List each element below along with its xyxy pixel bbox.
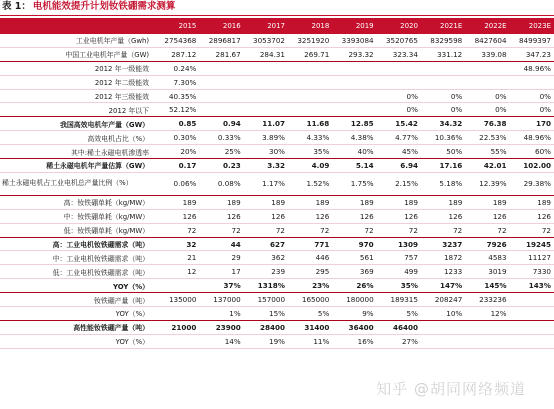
table-cell: 189 [421,195,465,209]
table-cell [244,61,288,75]
table-cell: 17 [199,265,243,279]
table-cell: 239 [244,265,288,279]
table-row [0,75,554,89]
table-row [0,251,554,265]
table-cell: 0% [421,89,465,103]
column-header: 2015 [155,18,199,34]
table-cell: 72 [465,223,509,237]
table-cell: 9% [332,307,376,321]
table-cell: 21 [155,251,199,265]
table-caption [2,0,552,14]
table-row [0,172,554,195]
table-cell: 3.89% [244,131,288,145]
table-cell: 189 [465,195,509,209]
table-cell: 8329598 [421,34,465,47]
table-cell: 126 [288,209,332,223]
table-cell: 3053702 [244,34,288,47]
table-cell: 46400 [377,320,421,334]
table-cell: 295 [288,265,332,279]
table-cell: 147% [421,279,465,293]
table-cell: 4.38% [332,131,376,145]
row-label: 2012 年一级能效 [0,61,155,75]
table-cell: 287.12 [155,47,199,61]
table-cell: 0.08% [199,172,243,195]
table-cell: 35% [288,145,332,159]
table-cell [155,307,199,321]
table-cell [510,307,554,321]
table-cell: 10% [421,307,465,321]
table-row [0,131,554,145]
table-cell [332,61,376,75]
table-cell: 0.24% [155,61,199,75]
table-cell: 0% [465,89,509,103]
table-cell: 72 [199,223,243,237]
table-cell: 2896817 [199,34,243,47]
table-row [0,223,554,237]
table-cell: 189 [288,195,332,209]
table-cell: 44 [199,237,243,251]
column-header: 2018 [288,18,332,34]
row-label: YOY（%） [0,307,155,321]
table-cell: 2754368 [155,34,199,47]
table-cell: 3237 [421,237,465,251]
column-header: 2017 [244,18,288,34]
table-cell [510,75,554,89]
table-cell: 72 [510,223,554,237]
table-row [0,265,554,279]
column-header: 2020 [377,18,421,34]
table-cell: 293.32 [332,47,376,61]
table-cell: 362 [244,251,288,265]
table-row [0,334,554,348]
row-label: YOY（%） [0,279,155,293]
table-row [0,237,554,251]
table-cell: 40% [332,145,376,159]
table-cell: 4583 [465,251,509,265]
table-cell: 72 [244,223,288,237]
table-cell [288,103,332,117]
row-label: 高：工业电机钕铁硼需求（吨） [0,237,155,251]
table-cell: 28400 [244,320,288,334]
table-row [0,293,554,307]
table-cell: 15% [244,307,288,321]
table-cell: 21000 [155,320,199,334]
table-cell: 12.85 [332,117,376,131]
table-cell [288,75,332,89]
caption-title: 电机能效提升计划钕铁硼需求测算 [32,1,176,12]
row-label: 其中:稀土永磁电机渗透率 [0,145,155,159]
row-label: 钕铁硼产量（吨） [0,293,155,307]
table-row [0,145,554,159]
table-row [0,320,554,334]
row-label: 高效电机占比（%） [0,131,155,145]
table-cell: 126 [332,209,376,223]
table-cell [244,103,288,117]
table-cell: 7926 [465,237,509,251]
table-cell: 757 [377,251,421,265]
row-label: 中国工业电机年产量（GW) [0,47,155,61]
table-cell: 32 [155,237,199,251]
table-cell: 29.38% [510,172,554,195]
table-cell: 189 [332,195,376,209]
table-cell: 72 [421,223,465,237]
table-cell: 16% [332,334,376,348]
table-cell [421,61,465,75]
table-cell: 126 [244,209,288,223]
table-cell: 143% [510,279,554,293]
table-cell: 347.23 [510,47,554,61]
column-header: 2023E [510,18,554,34]
table-cell: 31400 [288,320,332,334]
table-cell: 126 [155,209,199,223]
table-cell: 48.96% [510,61,554,75]
table-cell: 771 [288,237,332,251]
table-cell: 0.30% [155,131,199,145]
table-cell [199,75,243,89]
table-cell: 23% [288,279,332,293]
row-label: 工业电机年产量（Gwh) [0,34,155,47]
table-body [0,34,554,348]
table-cell: 12% [465,307,509,321]
table-cell: 0% [465,103,509,117]
table-cell: 12 [155,265,199,279]
table-cell: 7330 [510,265,554,279]
table-cell [510,293,554,307]
table-cell: 0.06% [155,172,199,195]
table-row [0,34,554,47]
table-cell: 0.17 [155,159,199,173]
table-cell: 17.16 [421,159,465,173]
table-cell: 1309 [377,237,421,251]
table-row [0,117,554,131]
table-cell [465,75,509,89]
table-cell: 233236 [465,293,509,307]
table-cell: 14% [199,334,243,348]
row-label: 低：工业电机钕铁硼需求（吨） [0,265,155,279]
row-label: 稀土永磁电机占工业电机总产量比例（%） [0,172,155,195]
table-row [0,103,554,117]
table-cell: 15.42 [377,117,421,131]
header-corner [0,18,155,34]
table-cell: 72 [332,223,376,237]
table-cell: 1318% [244,279,288,293]
table-cell: 189 [244,195,288,209]
table-cell [510,334,554,348]
table-row [0,47,554,61]
table-cell [421,75,465,89]
table-cell [199,103,243,117]
table-cell: 323.34 [377,47,421,61]
table-row [0,61,554,75]
table-cell: 0.94 [199,117,243,131]
table-cell: 0% [510,89,554,103]
table-cell: 126 [510,209,554,223]
table-cell: 189 [199,195,243,209]
table-cell [155,279,199,293]
table-cell [377,75,421,89]
table-cell: 0.85 [155,117,199,131]
table-cell: 10.36% [421,131,465,145]
table-cell: 446 [288,251,332,265]
table-cell: 126 [199,209,243,223]
table-row [0,195,554,209]
table-cell: 0.23 [199,159,243,173]
table-cell: 157000 [244,293,288,307]
table-cell: 5.14 [332,159,376,173]
table-cell [332,75,376,89]
table-cell: 52.12% [155,103,199,117]
table-cell [244,75,288,89]
table-cell: 5% [288,307,332,321]
table-cell [244,89,288,103]
table-cell: 35% [377,279,421,293]
table-cell: 3520765 [377,34,421,47]
table-cell [199,89,243,103]
table-cell: 1.52% [288,172,332,195]
watermark: 知乎 @胡同网络频道 [376,380,526,398]
table-cell: 5.18% [421,172,465,195]
table-cell [377,61,421,75]
table-cell: 40.35% [155,89,199,103]
row-label: YOY（%） [0,334,155,348]
demand-table [0,18,554,349]
row-label: 高性能钕铁硼产量（吨） [0,320,155,334]
table-cell: 3.32 [244,159,288,173]
table-cell: 137000 [199,293,243,307]
table-cell [465,61,509,75]
table-cell: 55% [465,145,509,159]
row-label: 低：钕铁硼单耗（kg/MW） [0,223,155,237]
table-cell: 19% [244,334,288,348]
table-cell: 0.33% [199,131,243,145]
table-cell: 3251920 [288,34,332,47]
table-cell: 72 [155,223,199,237]
table-cell: 8499397 [510,34,554,47]
table-cell: 12.39% [465,172,509,195]
table-cell: 25% [199,145,243,159]
table-cell: 5% [377,307,421,321]
column-header: 2016 [199,18,243,34]
table-cell: 189 [510,195,554,209]
table-cell: 1.17% [244,172,288,195]
table-cell: 60% [510,145,554,159]
table-cell: 0% [421,103,465,117]
table-cell: 34.32 [421,117,465,131]
table-cell: 189315 [377,293,421,307]
table-cell: 8427604 [465,34,509,47]
table-cell: 970 [332,237,376,251]
table-cell: 0% [377,89,421,103]
table-cell: 561 [332,251,376,265]
table-cell: 1% [199,307,243,321]
caption-prefix: 表 1： [2,1,31,12]
table-cell: 30% [244,145,288,159]
table-cell: 0% [510,103,554,117]
table-cell: 1.75% [332,172,376,195]
caption-divider [0,15,554,16]
table-cell: 22.53% [465,131,509,145]
column-header: 2021E [421,18,465,34]
row-label: 稀土永磁电机年产量估算（GW） [0,159,155,173]
table-cell: 0% [377,103,421,117]
table-cell: 11.07 [244,117,288,131]
table-cell: 76.38 [465,117,509,131]
table-cell: 29 [199,251,243,265]
table-cell: 499 [377,265,421,279]
column-header: 2019 [332,18,376,34]
table-cell: 3019 [465,265,509,279]
table-cell: 72 [377,223,421,237]
table-cell: 208247 [421,293,465,307]
column-header: 2022E [465,18,509,34]
table-cell: 180000 [332,293,376,307]
table-cell: 135000 [155,293,199,307]
table-cell: 165000 [288,293,332,307]
table-cell: 37% [199,279,243,293]
table-cell: 19245 [510,237,554,251]
table-cell [155,334,199,348]
row-label: 中：钕铁硼单耗（kg/MW） [0,209,155,223]
table-cell: 369 [332,265,376,279]
table-cell: 72 [288,223,332,237]
table-cell [465,320,509,334]
table-cell: 1233 [421,265,465,279]
table-cell: 2.15% [377,172,421,195]
table-cell: 11127 [510,251,554,265]
table-cell: 45% [377,145,421,159]
table-cell: 11.68 [288,117,332,131]
row-label: 高：钕铁硼单耗（kg/MW） [0,195,155,209]
table-cell [199,61,243,75]
row-label: 2012 年以下 [0,103,155,117]
table-cell: 1872 [421,251,465,265]
table-cell: 11% [288,334,332,348]
table-cell: 36400 [332,320,376,334]
table-cell [465,334,509,348]
table-cell: 3393084 [332,34,376,47]
table-cell [288,89,332,103]
table-cell [288,61,332,75]
table-cell [421,334,465,348]
table-cell: 284.31 [244,47,288,61]
table-cell: 126 [465,209,509,223]
table-cell: 26% [332,279,376,293]
table-cell: 189 [155,195,199,209]
table-cell: 102.00 [510,159,554,173]
table-cell: 4.77% [377,131,421,145]
table-cell [510,320,554,334]
table-row [0,89,554,103]
table-cell [332,89,376,103]
table-cell: 269.71 [288,47,332,61]
table-cell: 50% [421,145,465,159]
table-cell: 48.96% [510,131,554,145]
table-cell: 145% [465,279,509,293]
table-cell: 627 [244,237,288,251]
table-cell: 7.30% [155,75,199,89]
table-cell: 331.12 [421,47,465,61]
table-row [0,209,554,223]
table-cell: 6.94 [377,159,421,173]
row-label: 2012 年三级能效 [0,89,155,103]
table-cell [421,320,465,334]
table-row [0,307,554,321]
row-label: 我国高效电机年产量（GW） [0,117,155,131]
table-cell: 170 [510,117,554,131]
row-label: 中：工业电机钕铁硼需求（吨） [0,251,155,265]
table-cell: 126 [377,209,421,223]
table-cell: 4.09 [288,159,332,173]
table-row [0,279,554,293]
table-header-row [0,18,554,34]
row-label: 2012 年二级能效 [0,75,155,89]
table-cell: 339.08 [465,47,509,61]
table-cell [332,103,376,117]
table-cell: 42.01 [465,159,509,173]
table-cell: 4.33% [288,131,332,145]
table-row [0,159,554,173]
table-cell: 189 [377,195,421,209]
table-cell: 20% [155,145,199,159]
table-cell: 27% [377,334,421,348]
table-cell: 126 [421,209,465,223]
table-cell: 281.67 [199,47,243,61]
table-cell: 23900 [199,320,243,334]
